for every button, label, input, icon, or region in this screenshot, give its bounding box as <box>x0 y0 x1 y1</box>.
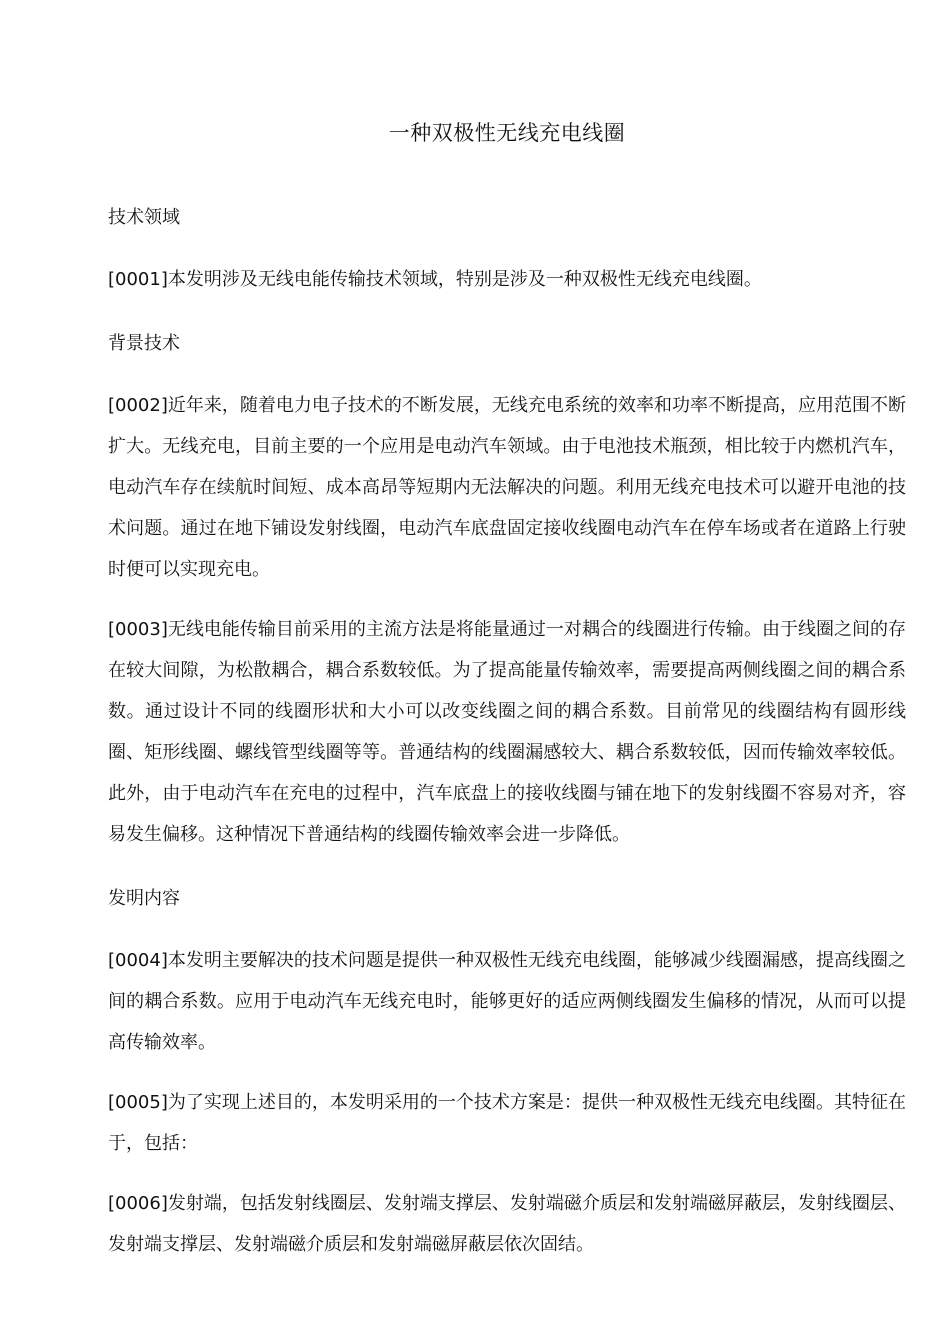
paragraph-number: [0002] <box>108 395 168 416</box>
document-title: 一种双极性无线充电线圈 <box>388 121 626 145</box>
paragraph-0005 <box>108 1082 906 1164</box>
section-heading: 发明内容 <box>108 888 180 909</box>
paragraph-text: 本发明涉及无线电能传输技术领域，特别是涉及一种双极性无线充电线圈。 <box>167 269 762 290</box>
paragraph-text: 近年来，随着电力电子技术的不断发展，无线充电系统的效率和功率不断提高，应用范围不断扩大。无线充电，目前主要的一个应用是电动汽车领域。由于电池技术瓶颈，相比较于内燃机汽车，电动汽车存在续航时间短、成本高昂等短期内无法解决的问题。利用无线充电技术可以避开电池的技术问题。通过在地下铺设发射线圈，电动汽车底盘固定接收线圈电动汽车在停车场或者在道路上行驶时便可以实现充电。 <box>108 395 906 580</box>
paragraph-text: 无线电能传输目前采用的主流方法是将能量通过一对耦合的线圈进行传输。由于线圈之间的存在较大间隙，为松散耦合，耦合系数较低。为了提高能量传输效率，需要提高两侧线圈之间的耦合系数。通过设计不同的线圈形状和大小可以改变线圈之间的耦合系数。目前常见的线圈结构有圆形线圈、矩形线圈、螺线管型线圈等等。普通结构的线圈漏感较大、耦合系数较低，因而传输效率较低。此外，由于电动汽车在充电的过程中，汽车底盘上的接收线圈与铺在地下的发射线圈不容易对齐，容易发生偏移。这种情况下普通结构的线圈传输效率会进一步降低。 <box>108 619 906 845</box>
paragraph-number: [0001] <box>108 269 168 290</box>
paragraph-number: [0004] <box>108 950 168 971</box>
section-summary <box>108 884 906 1265</box>
paragraph-number: [0003] <box>108 619 168 640</box>
paragraph-text: 发射端，包括发射线圈层、发射端支撑层、发射端磁介质层和发射端磁屏蔽层，发射线圈层、发射端支撑层、发射端磁介质层和发射端磁屏蔽层依次固结。 <box>108 1193 906 1255</box>
paragraph-0006 <box>108 1183 906 1265</box>
paragraph-number: [0006] <box>108 1193 168 1214</box>
paragraph-text: 为了实现上述目的，本发明采用的一个技术方案是：提供一种双极性无线充电线圈。其特征在于，包括： <box>108 1092 906 1154</box>
paragraph-0003 <box>108 609 906 855</box>
section-heading: 背景技术 <box>108 333 180 354</box>
paragraph-0001 <box>108 259 906 300</box>
paragraph-text: 本发明主要解决的技术问题是提供一种双极性无线充电线圈，能够减少线圈漏感，提高线圈之间的耦合系数。应用于电动汽车无线充电时，能够更好的适应两侧线圈发生偏移的情况，从而可以提高传输效率。 <box>108 950 906 1053</box>
section-heading: 技术领域 <box>108 207 180 228</box>
section-background <box>108 329 906 855</box>
paragraph-0004 <box>108 940 906 1063</box>
section-technical-field <box>108 203 906 300</box>
paragraph-0002 <box>108 385 906 590</box>
paragraph-number: [0005] <box>108 1092 168 1113</box>
